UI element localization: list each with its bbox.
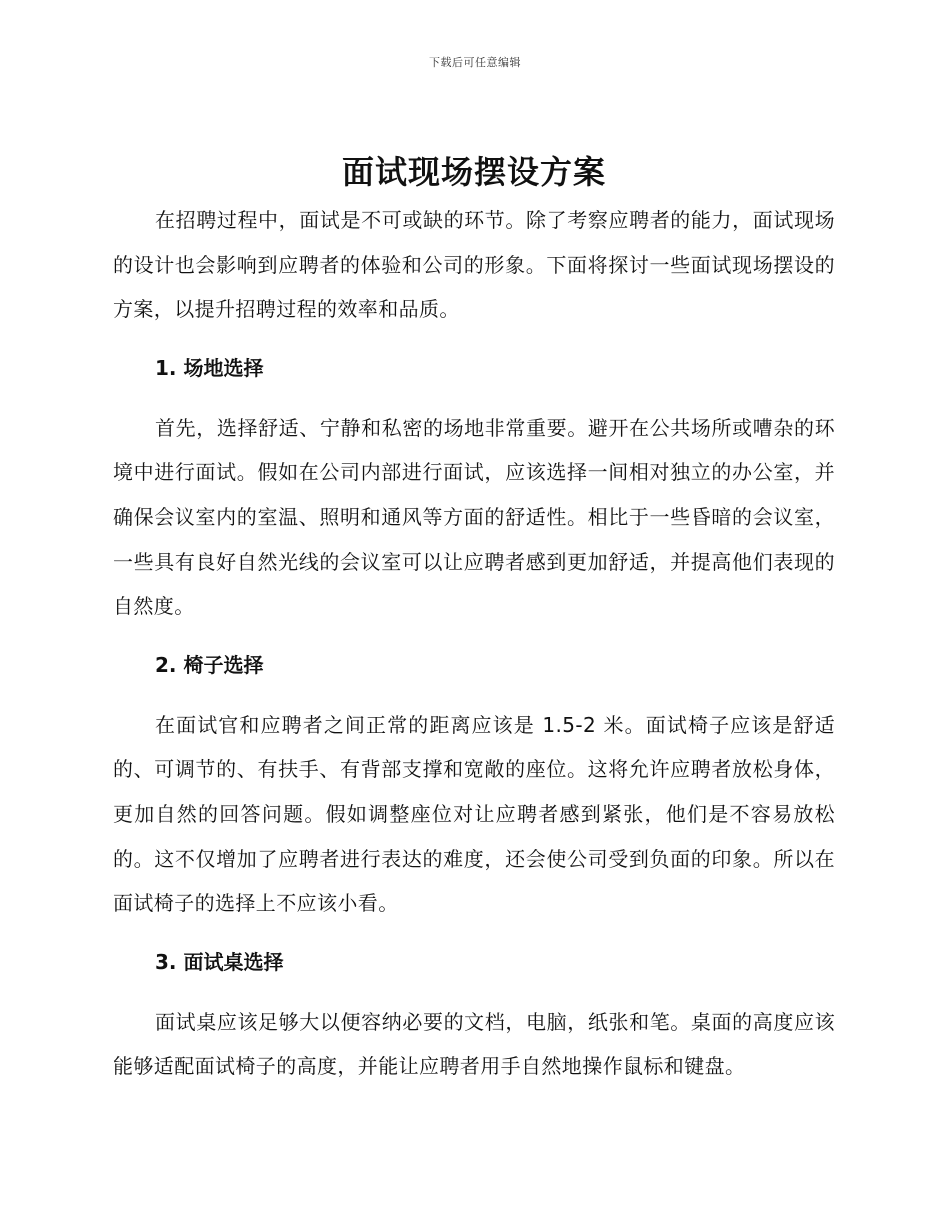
section-paragraph-chair: 在面试官和应聘者之间正常的距离应该是 1.5-2 米。面试椅子应该是舒适的、可调节的、有扶手、有背部支撑和宽敞的座位。这将允许应聘者放松身体，更加自然的回答问题。假如调整座位对让应聘者感到紧张，他们是不容易放松的。这不仅增加了应聘者进行表达的难度，还会使公司受到负面的印象。所以在面试椅子的选择上不应该小看。 (113, 712, 835, 916)
section-heading-desk: 3. 面试桌选择 (155, 949, 284, 974)
section-heading-venue: 1. 场地选择 (155, 355, 264, 380)
section-heading-chair: 2. 椅子选择 (155, 652, 264, 677)
section-paragraph-desk: 面试桌应该足够大以便容纳必要的文档，电脑，纸张和笔。桌面的高度应该能够适配面试椅子的高度，并能让应聘者用手自然地操作鼠标和键盘。 (113, 1009, 835, 1079)
header-note: 下载后可任意编辑 (429, 56, 521, 69)
document-body (113, 150, 835, 1089)
document-title: 面试现场摆设方案 (341, 153, 606, 191)
section-paragraph-venue: 首先，选择舒适、宁静和私密的场地非常重要。避开在公共场所或嘈杂的环境中进行面试。假如在公司内部进行面试，应该选择一间相对独立的办公室，并确保会议室内的室温、照明和通风等方面的舒适性。相比于一些昏暗的会议室，一些具有良好自然光线的会议室可以让应聘者感到更加舒适，并提高他们表现的自然度。 (113, 415, 835, 619)
intro-paragraph: 在招聘过程中，面试是不可或缺的环节。除了考察应聘者的能力，面试现场的设计也会影响到应聘者的体验和公司的形象。下面将探讨一些面试现场摆设的方案，以提升招聘过程的效率和品质。 (113, 208, 835, 322)
